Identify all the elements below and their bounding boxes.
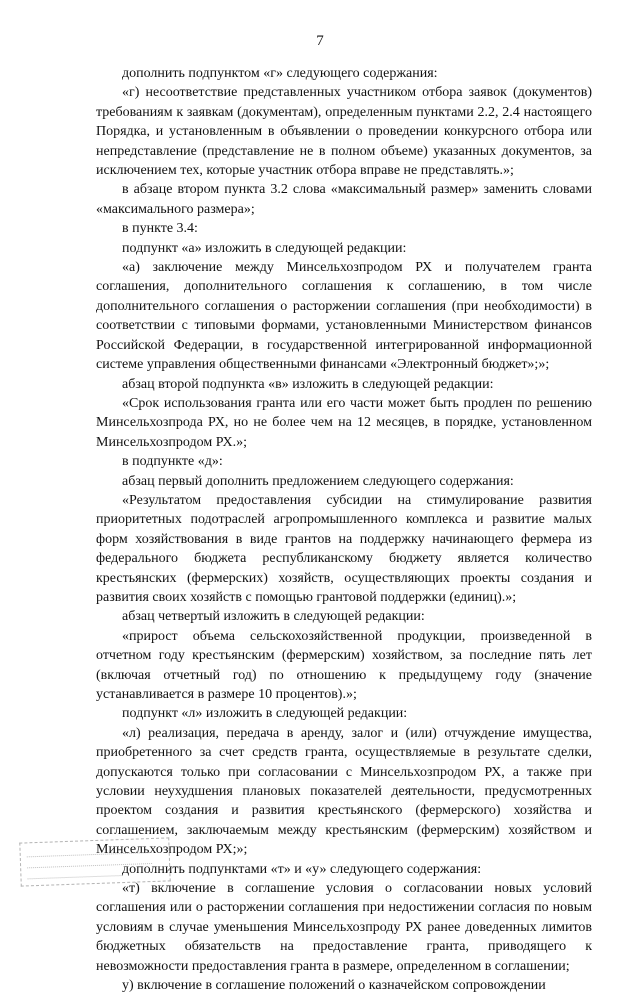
paragraph: в пункте 3.4:	[122, 221, 198, 237]
stamp-line	[27, 845, 152, 857]
stamp-line	[27, 868, 122, 879]
paragraph: «г) несоответствие представленных участником отбора заявок (документов) требованиям к заявкам (документам), определенным пунктами 2.2, 2.4 настоящего Порядка, и установленным в объявлении о проведении конкурсного отбора или непредставление (представление не в полном объеме) указанных документов, за исключением тех, которые участник отбора вправе не представлять.»;	[96, 85, 592, 179]
paragraph: «л) реализация, передача в аренду, залог и (или) отчуждение имущества, приобретенного за счет средств гранта, осуществляемые в результате сделки, допускаются только при согласовании с Минсельхозпродом РХ, а также при условии неухудшения плановых показателей деятельности, предусмотренных проектом создания и развития крестьянского (фермерского) хозяйства и соглашением, заключаемым между крестьянским (фермерским) хозяйством и Минсельхозпродом РХ;»;	[96, 725, 592, 858]
paragraph: в абзаце втором пункта 3.2 слова «максимальный размер» заменить словами «максимального размера»;	[96, 182, 592, 217]
paragraph: подпункт «л» изложить в следующей редакции:	[122, 706, 408, 722]
registration-stamp	[19, 837, 170, 886]
paragraph: абзац первый дополнить предложением следующего содержания:	[122, 473, 514, 489]
paragraph: подпункт «а» изложить в следующей редакции:	[122, 240, 407, 256]
paragraph: в подпункте «д»:	[122, 454, 223, 470]
paragraph: абзац второй подпункта «в» изложить в следующей редакции:	[122, 376, 494, 392]
paragraph: «т) включение в соглашение условия о согласовании новых условий соглашения или о расторжении соглашения при недостижении согласия по новым условиям в случае уменьшения Минсельхозпроду РХ ранее доведенных лимитов бюджетных обязательств на предоставление гранта, приводящего к невозможности предоставления гранта в размере, определенном в соглашении;	[96, 881, 592, 974]
paragraph: «прирост объема сельскохозяйственной продукции, произведенной в отчетном году крестьянским (фермерским) хозяйством, за последние пять лет (включая отчетный год) по отношению к предыдущему году (значение устанавливается в размере 10 процентов).»;	[96, 628, 592, 702]
document-body	[96, 64, 592, 996]
stamp-line	[27, 856, 152, 868]
paragraph: абзац четвертый изложить в следующей редакции:	[122, 609, 425, 625]
page-number: 7	[316, 33, 324, 49]
paragraph: дополнить подпунктом «г» следующего содержания:	[122, 66, 438, 81]
paragraph: «а) заключение между Минсельхозпродом РХ и получателем гранта соглашения, дополнительного соглашения к соглашению, в том числе дополнительного соглашения о расторжении соглашения (при необходимости) в соответствии с типовыми формами, установленными Министерством финансов Российской Федерации, в государственной интегрированной информационной системе управления общественными финансами «Электронный бюджет»;»;	[96, 260, 592, 373]
paragraph: у) включение в соглашение положений о казначейском сопровождении	[122, 978, 546, 994]
paragraph: «Срок использования гранта или его части может быть продлен по решению Минсельхозпрода РХ, но не более чем на 12 месяцев, в порядке, установленном Минсельхозпродом РХ.»;	[96, 395, 592, 450]
paragraph: «Результатом предоставления субсидии на стимулирование развития приоритетных подотраслей агропромышленного комплекса и развитие малых форм хозяйствования в виде грантов на поддержку начинающего фермера из федерального бюджета республиканскому бюджету является количество крестьянских (фермерских) хозяйств, осуществляющих проекты создания и развития своих хозяйств с помощью грантовой поддержки (единиц).»;	[96, 492, 592, 605]
paragraph: дополнить подпунктами «т» и «у» следующего содержания:	[122, 861, 482, 877]
